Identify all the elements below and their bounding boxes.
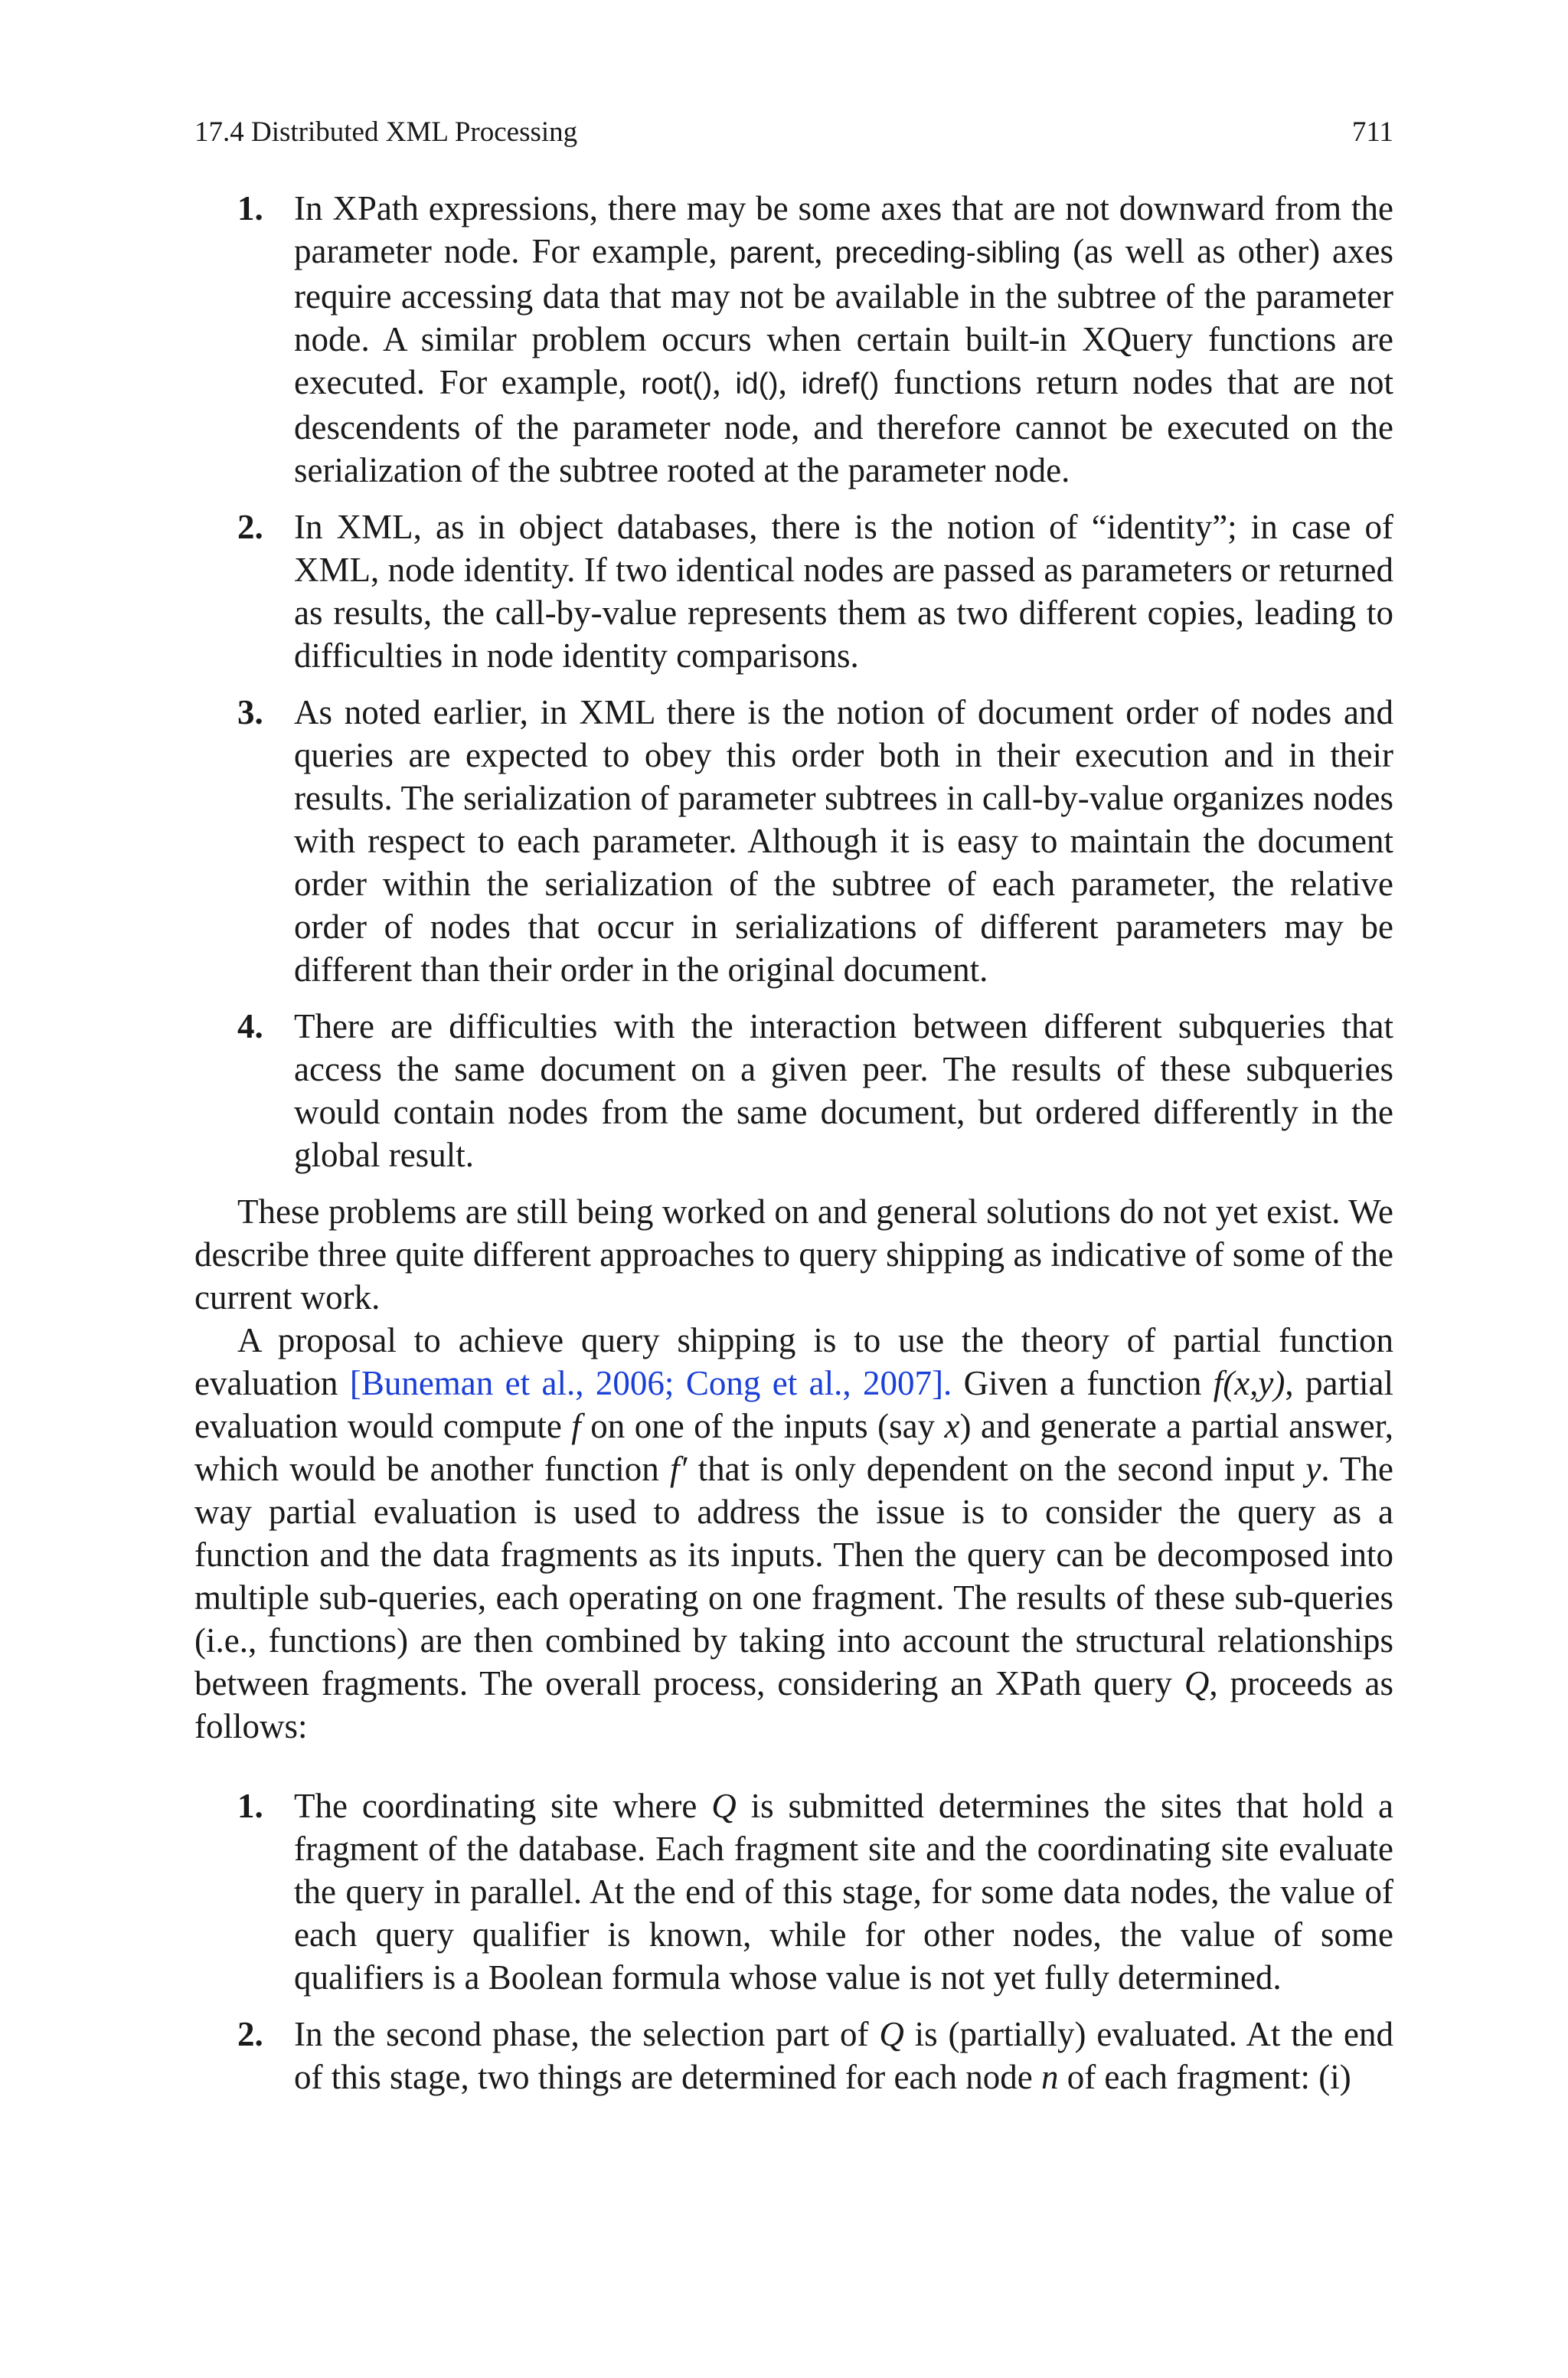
body-text: [194, 187, 1393, 2098]
item-number: 2.: [237, 508, 263, 546]
code-id: id(): [735, 368, 779, 401]
math-q: Q: [879, 2015, 904, 2053]
running-head: [194, 115, 1393, 150]
math-f: f: [571, 1407, 581, 1445]
item-text: functions return nodes that are not descendents of the parameter node, and therefore cannot be executed on the serialization of the subtree rooted at the parameter node.: [294, 363, 1394, 489]
page-number: 711: [1351, 116, 1393, 148]
item-text: As noted earlier, in XML there is the notion of document order of nodes and queries are expected to obey this order both in their execution and in their results. The serialization of parameter subtrees in call-by-value organizes nodes with respect to each parameter. Although it is easy to maintain the document order within the serialization of the subtree of each parameter, the relative order of nodes that occur in serializations of different parameters may be different than their order in the original document.: [294, 693, 1393, 989]
item-text: ,: [814, 232, 835, 270]
math-n: n: [1040, 2058, 1059, 2096]
para-text: on one of the inputs (say: [580, 1407, 945, 1445]
citation-link[interactable]: [Buneman et al., 2006; Cong et al., 2007].: [349, 1364, 952, 1402]
math-fxy: f(x,y): [1213, 1364, 1285, 1402]
paragraph-problems: These problems are still being worked on and general solutions do not yet exist. We describe three quite different approaches to query shipping as indicative of some of the current work.: [194, 1192, 1393, 1317]
para-text: ) and generate a partial answer, which would be another function: [194, 1407, 1394, 1488]
code-idref: idref(): [801, 368, 880, 401]
para-text: Given a function: [952, 1364, 1214, 1402]
problem-list: [194, 187, 1393, 1176]
item-number: 4.: [237, 1007, 263, 1045]
item-number: 1.: [237, 1787, 263, 1825]
paragraph-partial-evaluation: [194, 1319, 1393, 1748]
code-root: root(): [641, 368, 713, 401]
list-item: [194, 2013, 1393, 2098]
item-text: of each fragment: (i): [1058, 2058, 1351, 2096]
item-number: 3.: [237, 693, 263, 731]
list-item: [194, 505, 1393, 677]
item-text: (as well as other) axes require accessing data that may not be available in the subtree of the parameter node. A similar problem occurs when certain built-in XQuery functions are executed. For example,: [294, 232, 1393, 401]
math-f-prime: f′: [670, 1450, 688, 1488]
math-q: Q: [711, 1787, 737, 1825]
item-number: 2.: [237, 2015, 263, 2053]
para-text: , partial evaluation would compute: [194, 1364, 1393, 1445]
list-item: [194, 1784, 1393, 1999]
process-list: [194, 1784, 1393, 2098]
para-text: A proposal to achieve query shipping is to use the theory of partial function evaluation: [194, 1321, 1393, 1402]
list-item: [194, 691, 1393, 991]
para-text: , proceeds as follows:: [194, 1664, 1393, 1745]
item-text: The coordinating site where: [294, 1787, 712, 1825]
para-text: that is only dependent on the second input: [687, 1450, 1306, 1488]
item-number: 1.: [237, 189, 263, 227]
item-text: is (partially) evaluated. At the end of this stage, two things are determined for each node: [294, 2015, 1393, 2096]
item-text: In XPath expressions, there may be some axes that are not downward from the parameter node. For example,: [294, 189, 1393, 270]
page: [194, 115, 1393, 2112]
item-text: In the second phase, the selection part of: [294, 2015, 880, 2053]
math-q: Q: [1184, 1664, 1210, 1703]
item-text: is submitted determines the sites that hold a fragment of the database. Each fragment site and the coordinating site evaluate the query in parallel. At the end of this stage, for some data nodes, the value of each query qualifier is known, while for other nodes, the value of some qualifiers is a Boolean formula whose value is not yet fully determined.: [294, 1787, 1393, 1997]
list-item: [194, 1005, 1393, 1176]
math-y: y: [1305, 1450, 1321, 1488]
para-text: . The way partial evaluation is used to address the issue is to consider the query as a function and the data fragments as its inputs. Then the query can be decomposed into multiple sub-queries, each operating on one fragment. The results of these sub-queries (i.e., functions) are then combined by taking into account the structural relationships between fragments. The overall process, considering an XPath query: [194, 1450, 1393, 1703]
math-x: x: [944, 1407, 960, 1445]
code-parent: parent: [729, 237, 815, 270]
section-title: 17.4 Distributed XML Processing: [194, 116, 578, 148]
item-text: ,: [778, 363, 802, 401]
code-preceding-sibling: preceding-sibling: [835, 237, 1061, 270]
item-text: ,: [712, 363, 736, 401]
list-item: [194, 187, 1393, 492]
item-text: There are difficulties with the interaction between different subqueries that access the same document on a given peer. The results of these subqueries would contain nodes from the same document, but ordered differently in the global result.: [294, 1007, 1393, 1174]
item-text: In XML, as in object databases, there is the notion of “identity”; in case of XML, node identity. If two identical nodes are passed as parameters or returned as results, the call-by-value represents them as two different copies, leading to difficulties in node identity comparisons.: [294, 508, 1393, 675]
